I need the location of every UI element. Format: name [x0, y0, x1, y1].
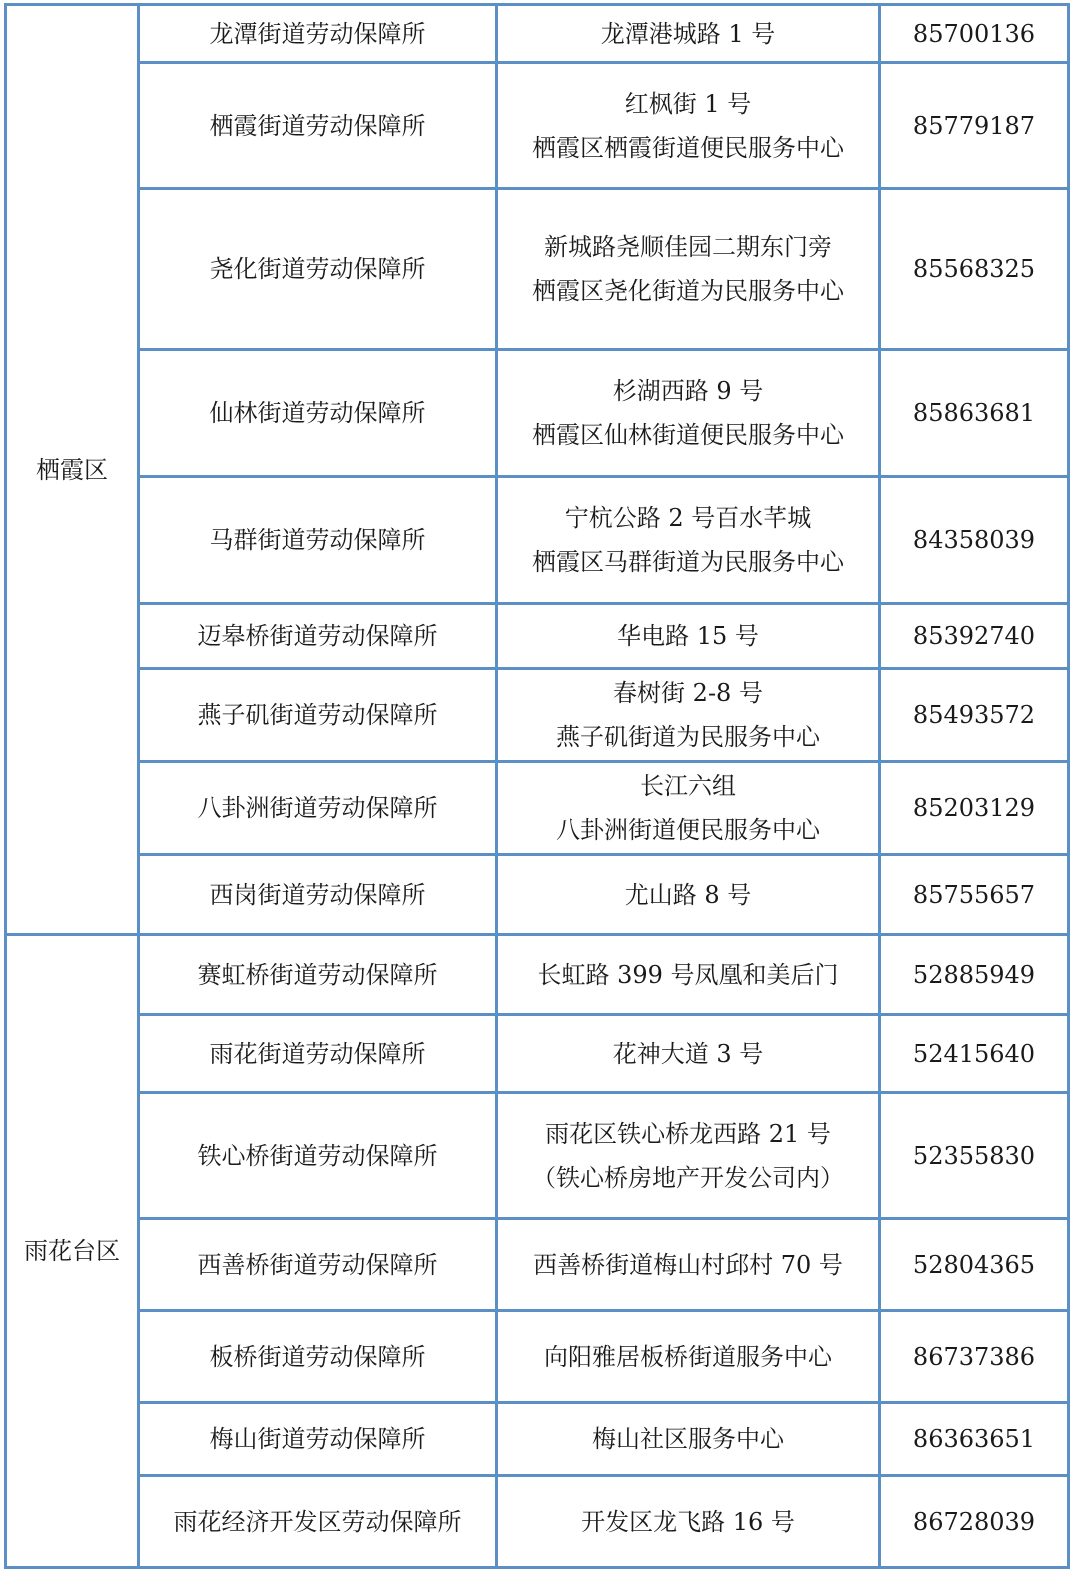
table-row: [6, 5, 1069, 63]
address-line: 向阳雅居板桥街道服务中心: [544, 1342, 832, 1371]
table-body: [6, 5, 1069, 1568]
phone-number-cell: 85779187: [880, 63, 1069, 189]
address-line: 开发区龙飞路 16 号: [581, 1507, 795, 1536]
address-line: （铁心桥房地产开发公司内）: [532, 1163, 844, 1192]
address-line: 栖霞区仙林街道便民服务中心: [532, 421, 844, 449]
address-line: 尤山路 8 号: [624, 880, 752, 909]
phone-number-cell: 85392740: [880, 604, 1069, 669]
office-name-cell: 西善桥街道劳动保障所: [139, 1219, 497, 1311]
address-cell: [497, 1403, 880, 1476]
phone-number-cell: 52355830: [880, 1093, 1069, 1219]
address-line: 长虹路 399 号凤凰和美后门: [537, 960, 839, 989]
phone-number-cell: 52415640: [880, 1015, 1069, 1093]
address-line: 新城路尧顺佳园二期东门旁: [544, 233, 832, 261]
office-name-cell: 雨花经济开发区劳动保障所: [139, 1476, 497, 1568]
address-line: 春树街 2-8 号: [613, 679, 763, 707]
phone-number-cell: 85700136: [880, 5, 1069, 63]
office-name-cell: 梅山街道劳动保障所: [139, 1403, 497, 1476]
address-line: 栖霞区栖霞街道便民服务中心: [532, 133, 844, 162]
address-line: 雨花区铁心桥龙西路 21 号: [545, 1119, 831, 1148]
address-line: 栖霞区尧化街道为民服务中心: [532, 277, 844, 305]
address-cell: [497, 1219, 880, 1311]
office-name-cell: 西岗街道劳动保障所: [139, 855, 497, 935]
address-line: 长江六组: [640, 772, 736, 800]
table-row: [6, 935, 1069, 1015]
address-cell: [497, 935, 880, 1015]
address-line: 西善桥街道梅山村邱村 70 号: [533, 1250, 843, 1279]
office-name-cell: 雨花街道劳动保障所: [139, 1015, 497, 1093]
phone-number-cell: 85203129: [880, 762, 1069, 855]
address-cell: [497, 604, 880, 669]
table-row: [6, 1403, 1069, 1476]
address-cell: [497, 189, 880, 350]
office-name-cell: 仙林街道劳动保障所: [139, 350, 497, 477]
address-cell: [497, 477, 880, 604]
address-cell: [497, 762, 880, 855]
address-cell: [497, 1093, 880, 1219]
phone-number-cell: 86728039: [880, 1476, 1069, 1568]
district-cell: 雨花台区: [6, 935, 139, 1568]
address-line: 龙潭港城路 1 号: [600, 19, 776, 48]
office-name-cell: 龙潭街道劳动保障所: [139, 5, 497, 63]
table-row: [6, 63, 1069, 189]
table-row: [6, 1219, 1069, 1311]
address-line: 栖霞区马群街道为民服务中心: [532, 548, 844, 576]
phone-number-cell: 85568325: [880, 189, 1069, 350]
table-row: [6, 1015, 1069, 1093]
address-cell: [497, 1311, 880, 1403]
address-cell: [497, 669, 880, 762]
phone-number-cell: 85493572: [880, 669, 1069, 762]
table-row: [6, 477, 1069, 604]
address-cell: [497, 350, 880, 477]
address-line: 燕子矶街道为民服务中心: [556, 723, 820, 751]
table-row: [6, 1476, 1069, 1568]
phone-number-cell: 85755657: [880, 855, 1069, 935]
address-line: 华电路 15 号: [617, 622, 759, 650]
table-row: [6, 1311, 1069, 1403]
address-line: 杉湖西路 9 号: [612, 377, 764, 405]
office-name-cell: 八卦洲街道劳动保障所: [139, 762, 497, 855]
phone-number-cell: 86363651: [880, 1403, 1069, 1476]
address-cell: [497, 1476, 880, 1568]
address-cell: [497, 855, 880, 935]
office-name-cell: 马群街道劳动保障所: [139, 477, 497, 604]
table-row: [6, 189, 1069, 350]
phone-number-cell: 52804365: [880, 1219, 1069, 1311]
address-line: 花神大道 3 号: [612, 1039, 764, 1068]
office-name-cell: 赛虹桥街道劳动保障所: [139, 935, 497, 1015]
table-row: [6, 604, 1069, 669]
table-row: [6, 762, 1069, 855]
office-name-cell: 尧化街道劳动保障所: [139, 189, 497, 350]
table-row: [6, 855, 1069, 935]
phone-number-cell: 84358039: [880, 477, 1069, 604]
phone-number-cell: 86737386: [880, 1311, 1069, 1403]
address-line: 红枫街 1 号: [624, 89, 752, 118]
office-name-cell: 铁心桥街道劳动保障所: [139, 1093, 497, 1219]
address-cell: [497, 63, 880, 189]
phone-number-cell: 52885949: [880, 935, 1069, 1015]
district-cell: 栖霞区: [6, 5, 139, 935]
address-cell: [497, 1015, 880, 1093]
table-row: [6, 1093, 1069, 1219]
table-row: [6, 669, 1069, 762]
address-cell: [497, 5, 880, 63]
office-name-cell: 板桥街道劳动保障所: [139, 1311, 497, 1403]
labor-office-directory-table: [4, 3, 1070, 1569]
address-line: 宁杭公路 2 号百水芊城: [564, 504, 812, 532]
office-name-cell: 栖霞街道劳动保障所: [139, 63, 497, 189]
table-row: [6, 350, 1069, 477]
office-name-cell: 迈皋桥街道劳动保障所: [139, 604, 497, 669]
phone-number-cell: 85863681: [880, 350, 1069, 477]
office-name-cell: 燕子矶街道劳动保障所: [139, 669, 497, 762]
address-line: 八卦洲街道便民服务中心: [556, 816, 820, 844]
address-line: 梅山社区服务中心: [592, 1425, 784, 1453]
